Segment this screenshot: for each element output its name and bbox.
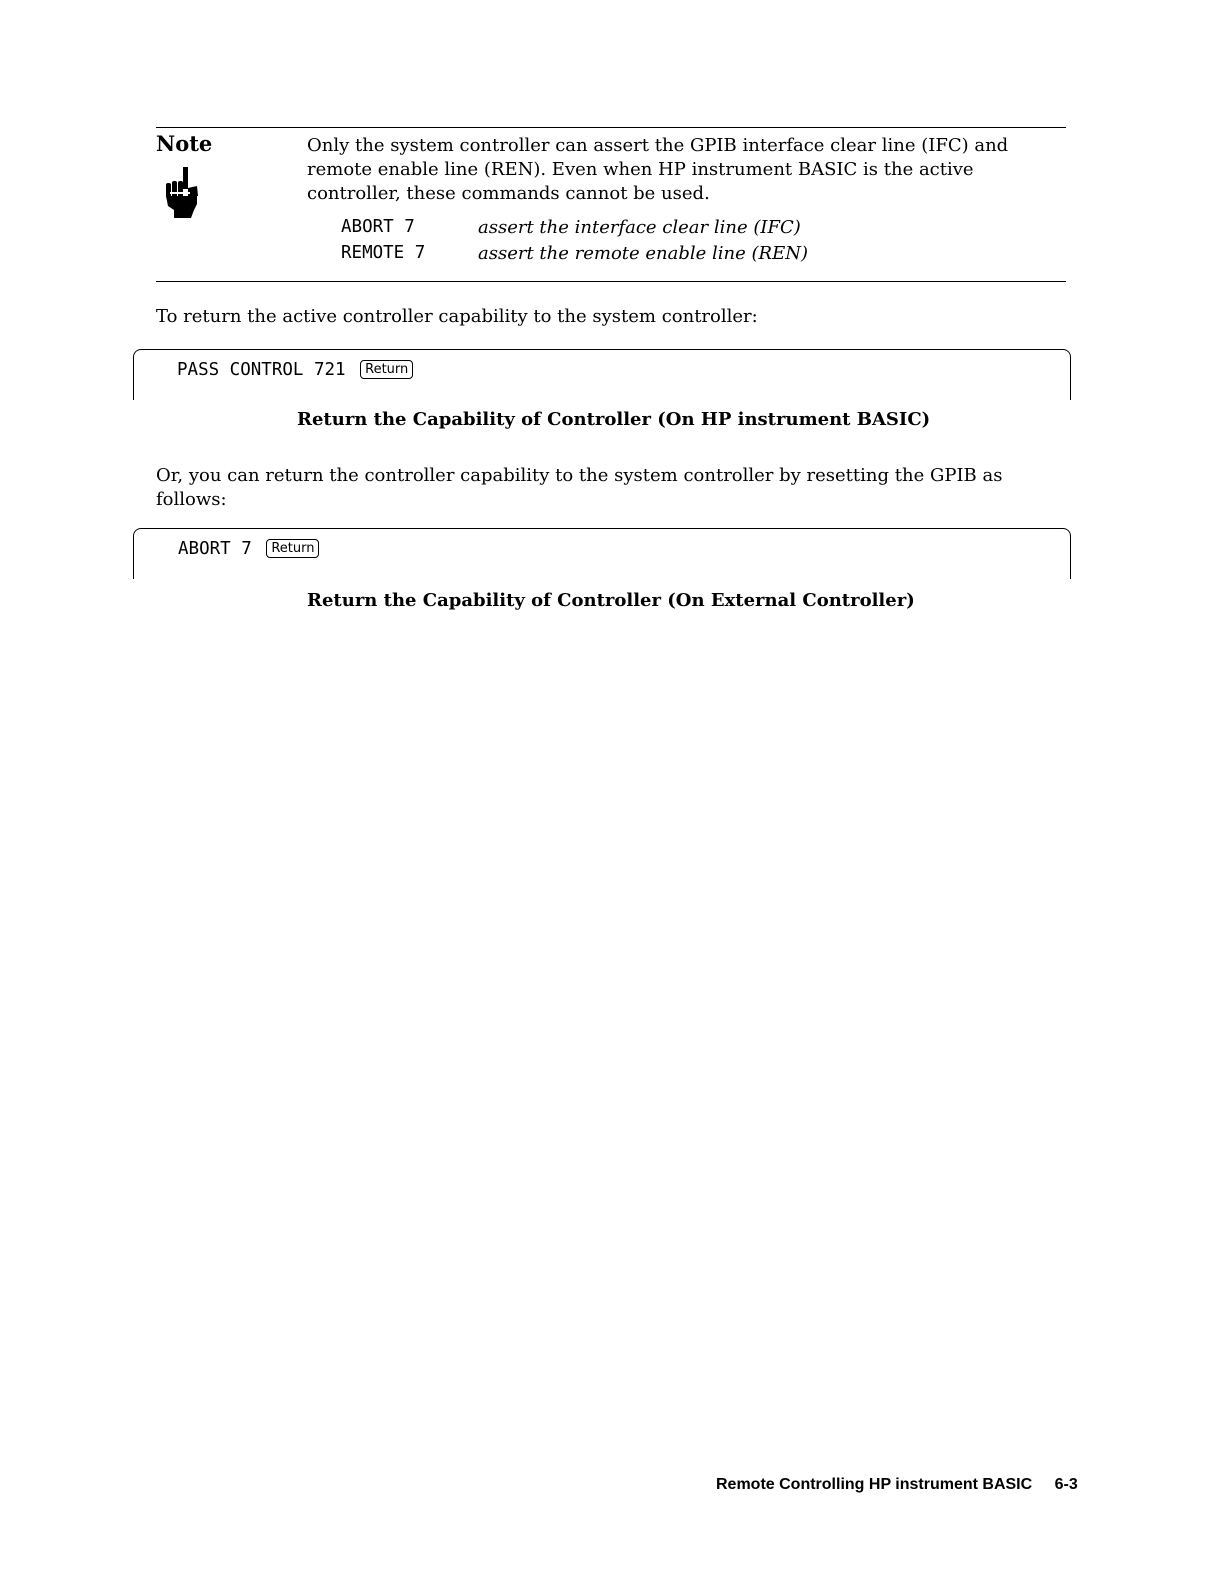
return-key: Return	[360, 360, 413, 379]
section2-intro: Or, you can return the controller capability to the system controller by resetting the GPIB as follows:	[156, 465, 1003, 510]
page-footer	[716, 1476, 1078, 1494]
footer-chapter-title: Remote Controlling HP instrument BASIC	[716, 1476, 1033, 1493]
note-bottom-rule	[156, 281, 1066, 282]
section2-code-box	[133, 528, 1071, 579]
section1-code-line	[177, 360, 413, 380]
section2-caption: Return the Capability of Controller (On External Controller)	[307, 590, 915, 611]
section1-code: PASS CONTROL 721	[177, 360, 346, 380]
return-key: Return	[266, 539, 319, 558]
note-command-row	[341, 217, 1041, 241]
note-command-description: assert the remote enable line (REN)	[478, 243, 808, 264]
note-title: Note	[156, 131, 213, 156]
section2-code-line	[178, 539, 319, 559]
note-command: ABORT 7	[341, 217, 415, 237]
section1-caption: Return the Capability of Controller (On HP instrument BASIC)	[297, 409, 931, 430]
note-command: REMOTE 7	[341, 243, 426, 263]
pointing-hand-icon	[164, 166, 200, 218]
note-command-description: assert the interface clear line (IFC)	[478, 217, 801, 238]
section1-intro: To return the active controller capability to the system controller:	[156, 306, 758, 327]
note-top-rule	[156, 127, 1066, 128]
footer-page-number: 6-3	[1054, 1476, 1078, 1493]
section1-code-box	[133, 349, 1071, 400]
note-body: Only the system controller can assert the GPIB interface clear line (IFC) and remote enable line (REN). Even when HP instrument BASIC is the active controller, these commands cannot be used.	[307, 135, 1009, 204]
section2-code: ABORT 7	[178, 539, 252, 559]
note-command-row	[341, 243, 1041, 267]
